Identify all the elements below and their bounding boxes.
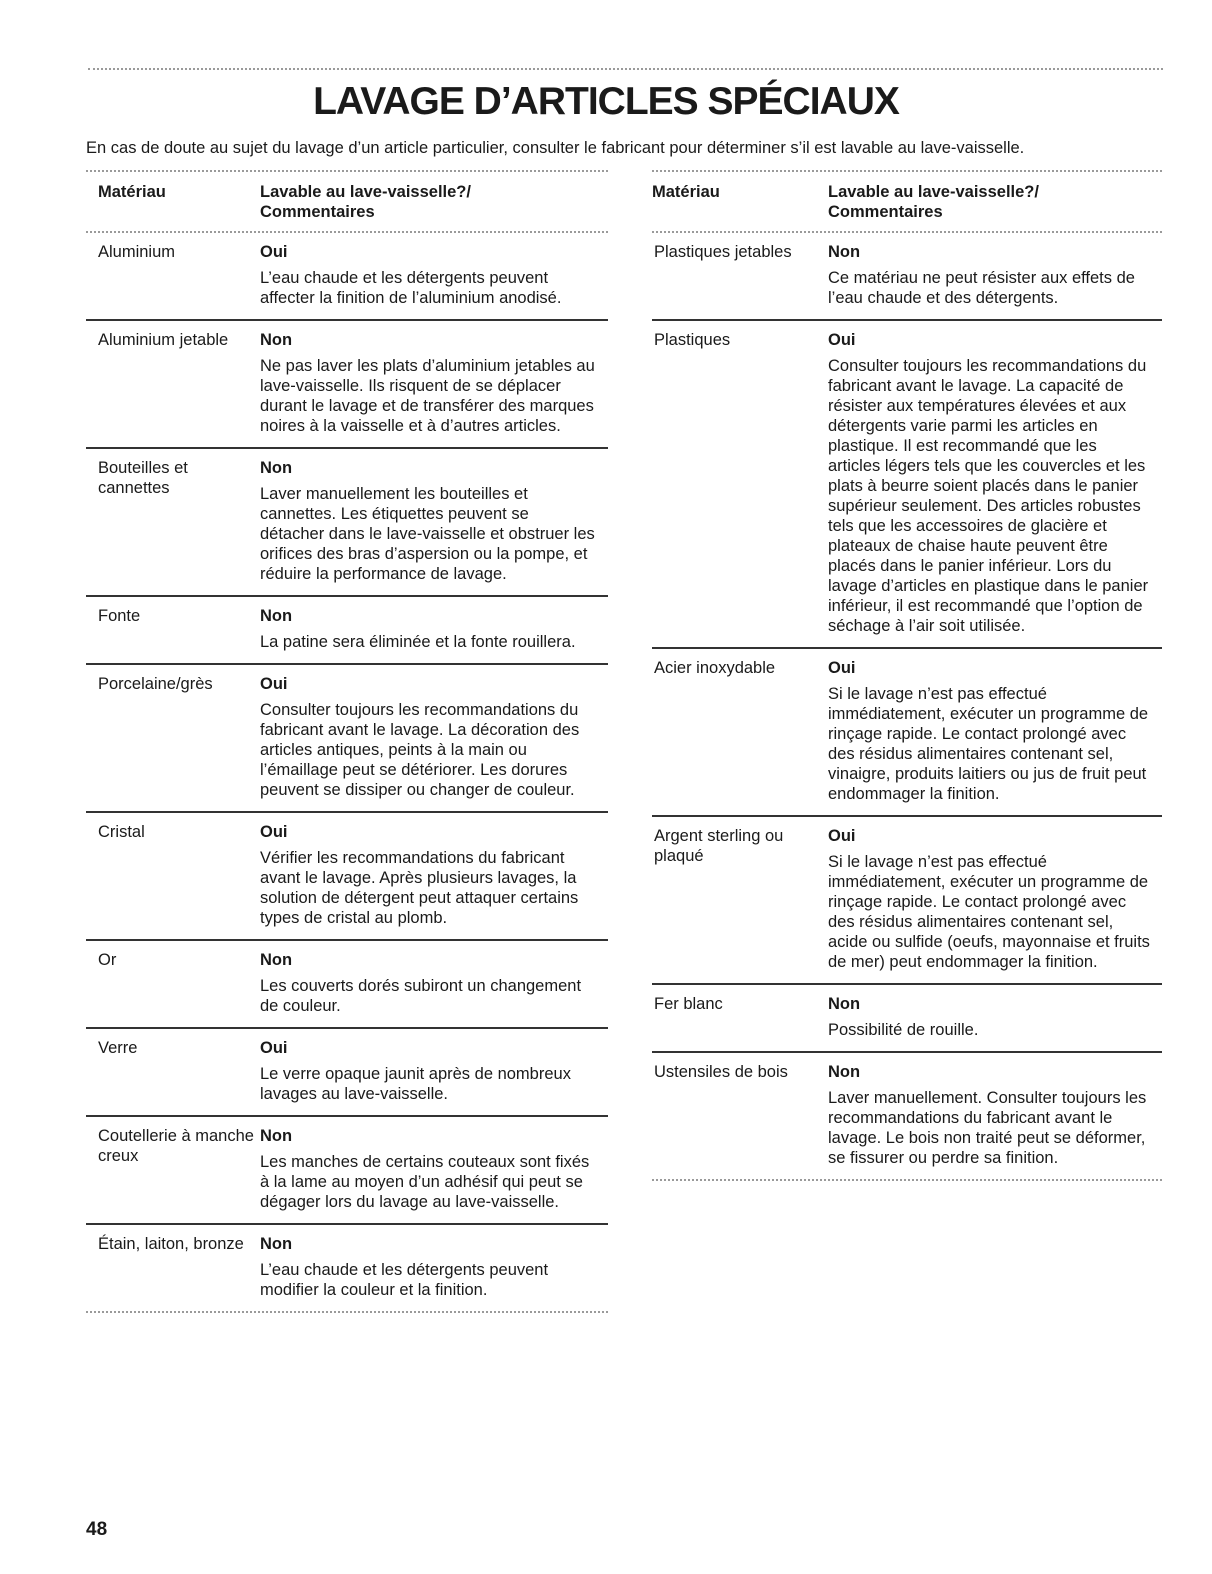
- dishwasher-safe-verdict: Oui: [260, 675, 288, 693]
- material-cell: Fonte: [98, 607, 141, 625]
- material-cell: Plastiques: [654, 331, 731, 349]
- comment-cell: [260, 674, 608, 800]
- comment-cell: [260, 1234, 608, 1300]
- left-table: [86, 170, 608, 1313]
- material-cell: Cristal: [98, 823, 145, 841]
- left-rows: [86, 233, 608, 1311]
- comment-cell: [828, 826, 1162, 972]
- table-row: [86, 1115, 608, 1223]
- comment-text: Consulter toujours les recommandations du fabricant avant le lavage. La décoration des articles antiques, peints à la main ou l’émaillage peut se détériorer. Les dorures peuvent se dissiper ou changer de couleur.: [260, 701, 580, 799]
- comment-cell: [260, 822, 608, 928]
- comment-text: L’eau chaude et les détergents peuvent affecter la finition de l’aluminium anodisé.: [260, 269, 562, 307]
- table-row: [86, 811, 608, 939]
- dishwasher-safe-verdict: Non: [260, 951, 293, 969]
- dishwasher-safe-verdict: Oui: [828, 659, 856, 677]
- material-cell: Étain, laiton, bronze: [98, 1235, 244, 1253]
- material-cell: Acier inoxydable: [654, 659, 776, 677]
- dishwasher-safe-verdict: Oui: [260, 1039, 288, 1057]
- table-row: [652, 319, 1162, 647]
- table-row: [86, 663, 608, 811]
- top-dotted-rule: [88, 68, 1163, 70]
- comment-cell: [828, 1062, 1162, 1168]
- comment-text: Possibilité de rouille.: [828, 1021, 979, 1039]
- header-material: Matériau: [98, 183, 166, 201]
- table-row: [86, 233, 608, 319]
- page-title: LAVAGE D’ARTICLES SPÉCIAUX: [313, 80, 899, 123]
- comment-cell: [260, 458, 608, 584]
- dishwasher-safe-verdict: Oui: [828, 827, 856, 845]
- table-row: [652, 647, 1162, 815]
- material-cell: Fer blanc: [654, 995, 723, 1013]
- comment-text: Les couverts dorés subiront un changement de couleur.: [260, 977, 582, 1015]
- table-row: [652, 233, 1162, 319]
- dishwasher-safe-verdict: Non: [260, 1235, 293, 1253]
- table-row: [86, 1027, 608, 1115]
- header-comments: [828, 182, 1162, 222]
- dishwasher-safe-verdict: Non: [260, 607, 293, 625]
- material-cell: Aluminium: [98, 243, 176, 261]
- material-cell: Or: [98, 951, 117, 969]
- comment-cell: [260, 1038, 608, 1104]
- header-comments-line2: Commentaires: [260, 203, 375, 221]
- intro-text: En cas de doute au sujet du lavage d’un article particulier, consulter le fabricant pour déterminer s’il est lavable au lave-vaisselle.: [86, 139, 1025, 157]
- comment-cell: [828, 242, 1162, 308]
- table-header: [86, 172, 608, 231]
- header-comments: [260, 182, 608, 222]
- dishwasher-safe-verdict: Non: [828, 1063, 861, 1081]
- comment-text: Le verre opaque jaunit après de nombreux lavages au lave-vaisselle.: [260, 1065, 571, 1103]
- right-table: [652, 170, 1162, 1181]
- material-cell: Argent sterling ou plaqué: [654, 827, 784, 865]
- comment-text: Ce matériau ne peut résister aux effets de l’eau chaude et des détergents.: [828, 269, 1135, 307]
- comment-cell: [260, 330, 608, 436]
- table-row: [86, 1223, 608, 1311]
- comment-cell: [260, 1126, 608, 1212]
- comment-cell: [260, 242, 608, 308]
- dishwasher-safe-verdict: Non: [828, 995, 861, 1013]
- table-row: [652, 815, 1162, 983]
- comment-cell: [828, 330, 1162, 636]
- comment-text: Les manches de certains couteaux sont fixés à la lame au moyen d’un adhésif qui peut se dégager lors du lavage au lave-vaisselle.: [260, 1153, 590, 1211]
- material-cell: Coutellerie à manche creux: [98, 1127, 254, 1165]
- material-cell: Ustensiles de bois: [654, 1063, 788, 1081]
- dishwasher-safe-verdict: Non: [260, 1127, 293, 1145]
- table-header: [652, 172, 1162, 231]
- comment-text: L’eau chaude et les détergents peuvent modifier la couleur et la finition.: [260, 1261, 549, 1299]
- material-cell: Bouteilles et cannettes: [98, 459, 188, 497]
- comment-text: Ne pas laver les plats d’aluminium jetables au lave-vaisselle. Ils risquent de se déplacer durant le lavage et de transférer des marques noires à la vaisselle et à d’autres articles.: [260, 357, 595, 435]
- table-bottom-rule: [652, 1179, 1162, 1181]
- material-cell: Porcelaine/grès: [98, 675, 213, 693]
- table-row: [652, 983, 1162, 1051]
- comment-cell: [828, 658, 1162, 804]
- table-row: [86, 939, 608, 1027]
- comment-text: Vérifier les recommandations du fabricant avant le lavage. Après plusieurs lavages, la solution de détergent peut attaquer certains types de cristal au plomb.: [260, 849, 579, 927]
- comment-text: Laver manuellement. Consulter toujours les recommandations du fabricant avant le lavage. Le bois non traité peut se déformer, se fissurer ou perdre sa finition.: [828, 1089, 1147, 1167]
- comment-text: Si le lavage n’est pas effectué immédiatement, exécuter un programme de rinçage rapide. Le contact prolongé avec des résidus alimentaires contenant sel, acide ou sulfide (oeufs, mayonnaise et fruits de mer) peut endommager la finition.: [828, 853, 1150, 971]
- header-material: Matériau: [652, 183, 720, 201]
- table-row: [86, 447, 608, 595]
- table-row: [86, 595, 608, 663]
- comment-cell: [260, 606, 608, 652]
- dishwasher-safe-verdict: Oui: [260, 823, 288, 841]
- comment-text: La patine sera éliminée et la fonte rouillera.: [260, 633, 576, 651]
- dishwasher-safe-verdict: Oui: [260, 243, 288, 261]
- dishwasher-safe-verdict: Oui: [828, 331, 856, 349]
- dishwasher-safe-verdict: Non: [260, 459, 293, 477]
- comment-text: Consulter toujours les recommandations du fabricant avant le lavage. La capacité de résister aux températures élevées et aux détergents varie parmi les articles en plastique. Il est recommandé que les articles légers tels que les couvercles et les plats à beurre soient placés dans le panier supérieur seulement. Des articles robustes tels que les accessoires de glacière et plateaux de chaise haute peuvent être placés dans le panier inférieur. Lors du lavage d’articles en plastique dans le panier inférieur, il est recommandé que l’option de séchage à l’air soit utilisée.: [828, 357, 1149, 635]
- material-cell: Plastiques jetables: [654, 243, 792, 261]
- header-comments-line1: Lavable au lave-vaisselle?/: [260, 183, 471, 201]
- right-rows: [652, 233, 1162, 1179]
- comment-cell: [260, 950, 608, 1016]
- comment-cell: [828, 994, 1162, 1040]
- table-row: [86, 319, 608, 447]
- dishwasher-safe-verdict: Non: [260, 331, 293, 349]
- comment-text: Laver manuellement les bouteilles et cannettes. Les étiquettes peuvent se détacher dans le lave-vaisselle et obstruer les orifices des bras d’aspersion ou la pompe, et réduire la performance de lavage.: [260, 485, 595, 583]
- page-number: 48: [86, 1519, 108, 1540]
- comment-text: Si le lavage n’est pas effectué immédiatement, exécuter un programme de rinçage rapide. Le contact prolongé avec des résidus alimentaires contenant sel, vinaigre, produits laitiers ou jus de fruit peut endommager la finition.: [828, 685, 1149, 803]
- header-comments-line2: Commentaires: [828, 203, 943, 221]
- table-bottom-rule: [86, 1311, 608, 1313]
- dishwasher-safe-verdict: Non: [828, 243, 861, 261]
- material-cell: Aluminium jetable: [98, 331, 229, 349]
- table-row: [652, 1051, 1162, 1179]
- header-comments-line1: Lavable au lave-vaisselle?/: [828, 183, 1039, 201]
- material-cell: Verre: [98, 1039, 138, 1057]
